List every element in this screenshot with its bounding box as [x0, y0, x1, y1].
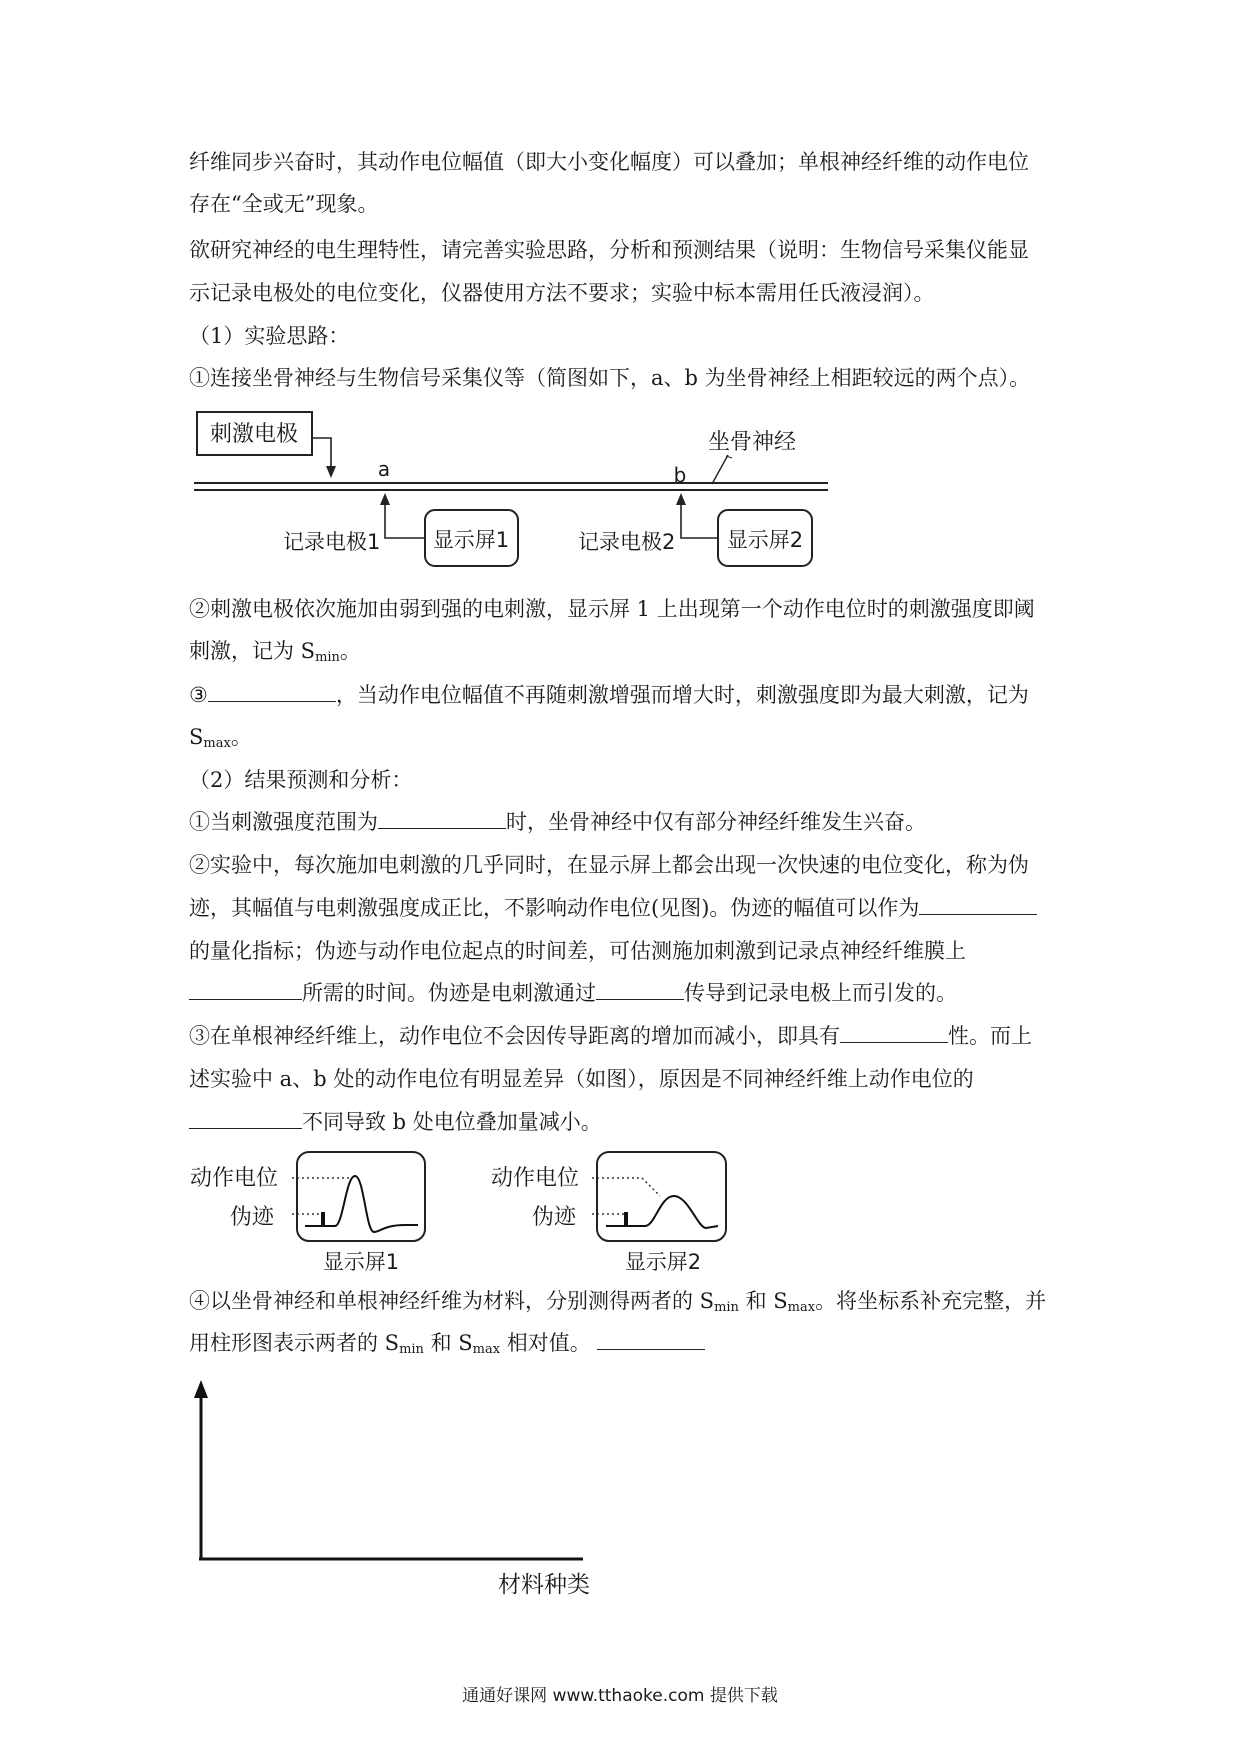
text-line: ③ ，当动作电位幅值不再随刺激增强而增大时，刺激强度即为最大刺激，记为 [189, 683, 1029, 707]
text-line: 用柱形图表示两者的 $S_{min}$ 和 $S_{max}$ 相对值。 [189, 1329, 705, 1364]
rec2-label: 记录电极2 [578, 530, 676, 554]
text-line: 存在“全或无”现象。 [189, 192, 379, 216]
text-line: 示记录电极处的电位变化，仪器使用方法不要求；实验中标本需用任氏液浸润）。 [189, 281, 935, 305]
text-line: ①连接坐骨神经与生物信号采集仪等（简图如下，a、b 为坐骨神经上相距较远的两个点）。 [189, 366, 1031, 390]
text-line: ①当刺激强度范围为 时，坐骨神经中仅有部分神经纤维发生兴奋。 [189, 810, 926, 834]
text-line: 不同导致 b 处电位叠加量减小。 [189, 1108, 602, 1136]
artifact-label-2: 伪迹 [532, 1205, 577, 1230]
point-b-label: b [673, 463, 687, 487]
text-line: ③在单根神经纤维上，动作电位不会因传导距离的增加而减小，即具有 性。而上 [189, 1024, 1032, 1048]
text-line: 述实验中 a、b 处的动作电位有明显差异（如图），原因是不同神经纤维上动作电位的 [189, 1067, 974, 1091]
screen1-label: 显示屏1 [432, 528, 510, 552]
text-line: ②刺激电极依次施加由弱到强的电刺激，显示屏 1 上出现第一个动作电位时的刺激强度即阈 [189, 597, 1035, 621]
point-a-label: a [377, 457, 391, 481]
text-line: ②实验中，每次施加电刺激的几乎同时，在显示屏上都会出现一次快速的电位变化，称为伪 [189, 853, 1029, 877]
text-line: 所需的时间。伪迹是电刺激通过 传导到记录电极上而引发的。 [189, 979, 957, 1007]
ap-label-1: 动作电位 [190, 1166, 279, 1191]
text-line: $S_{max}$。 [189, 725, 252, 751]
section-heading: （1）实验思路： [189, 324, 350, 348]
y-axis-arrow [194, 1380, 208, 1398]
x-axis-label: 材料种类 [498, 1572, 590, 1598]
nerve-label: 坐骨神经 [707, 430, 797, 455]
section-heading: （2）结果预测和分析： [189, 768, 413, 792]
text-line: 欲研究神经的电生理特性，请完善实验思路，分析和预测结果（说明：生物信号采集仪能显 [189, 238, 1029, 262]
screen1-caption: 显示屏1 [322, 1250, 400, 1274]
text-line: ④以坐骨神经和单根神经纤维为材料，分别测得两者的 $S_{min}$ 和 $S_{max}$。将坐标系补充完整，并 [189, 1289, 1047, 1315]
page-footer: 通通好课网 www.tthaoke.com 提供下载 [462, 1686, 778, 1706]
artifact-label-1: 伪迹 [230, 1205, 275, 1230]
rec1-label: 记录电极1 [283, 530, 381, 554]
text-line: 迹，其幅值与电刺激强度成正比，不影响动作电位(见图)。伪迹的幅值可以作为 [189, 894, 1037, 922]
stim-electrode-label: 刺激电极 [209, 422, 299, 447]
text-line: 刺激，记为 $S_{min}$。 [189, 639, 361, 665]
screen2-label: 显示屏2 [726, 528, 804, 552]
text-line: 纤维同步兴奋时，其动作电位幅值（即大小变化幅度）可以叠加；单根神经纤维的动作电位 [189, 150, 1029, 174]
ap-label-2: 动作电位 [491, 1166, 580, 1191]
screen2-caption: 显示屏2 [624, 1250, 702, 1274]
text-line: 的量化指标；伪迹与动作电位起点的时间差，可估测施加刺激到记录点神经纤维膜上 [189, 939, 966, 963]
